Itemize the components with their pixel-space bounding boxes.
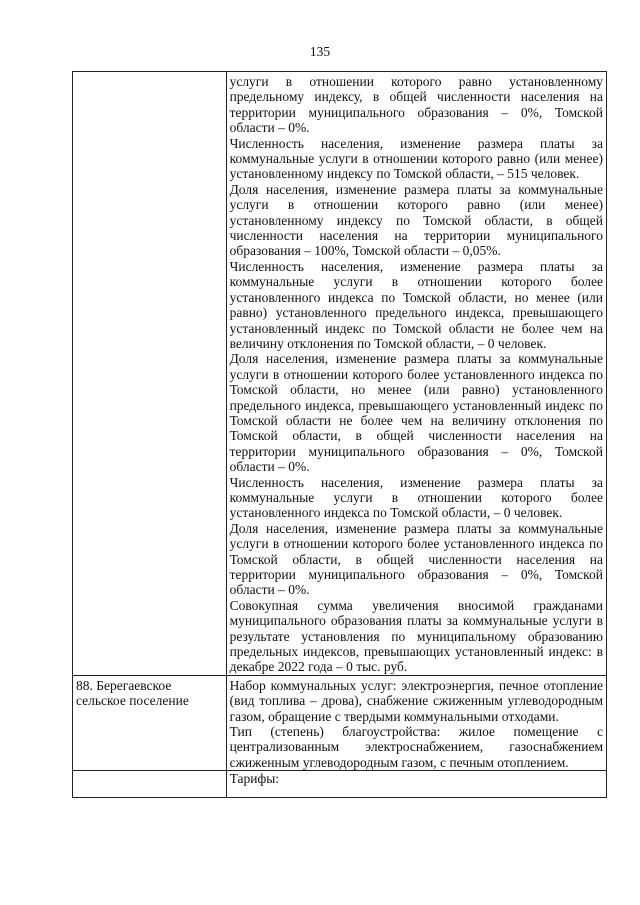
tariffs-label: Тарифы: (226, 771, 606, 798)
services-cell (226, 675, 606, 770)
services-paragraph: Набор коммунальных услуг: электроэнергия, печное отопление (вид топлива – дрова), снабжение сжиженным углеводородным газом, обращение с твердыми коммунальными отходами. (229, 677, 603, 724)
indicator-paragraph: Доля населения, изменение размера платы за коммунальные услуги в отношении которого более установленного индекса по Томской области, но менее (или равно) установленного предельного индекса, превышающего установленный индекс по Томской области не более чем на величину отклонения по Томской области, в общей численности населения на территории муниципального образования – 0%, Томской области – 0%. (229, 351, 603, 475)
municipal-indicators-table (72, 71, 607, 798)
indicator-paragraph: Численность населения, изменение размера платы за коммунальные услуги в отношении которого равно (или менее) установленному индексу по Томской области, – 515 человек. (229, 135, 603, 182)
settlement-name-cell (73, 72, 227, 676)
indicator-paragraph: услуги в отношении которого равно установленному предельному индексу, в общей численности населения на территории муниципального образования – 0%, Томской области – 0%. (229, 74, 603, 136)
page-number: 135 (309, 44, 331, 59)
indicator-paragraph: Совокупная сумма увеличения вносимой гражданами муниципального образования платы за коммунальные услуги в результате установления по муниципальному образованию предельных индексов, превышающих установленный индекс: в декабре 2022 года – 0 тыс. руб. (229, 597, 603, 675)
table-row-continued (73, 72, 607, 676)
indicators-cell (226, 72, 606, 676)
indicator-paragraph: Численность населения, изменение размера платы за коммунальные услуги в отношении которого более установленного индекса по Томской области, – 0 человек. (229, 474, 603, 521)
indicator-paragraph: Численность населения, изменение размера платы за коммунальные услуги в отношении которого более установленного индекса по Томской области, но менее (или равно) установленного предельного индекса, превышающего установленный индекс по Томской области не более чем на величину отклонения по Томской области, – 0 человек. (229, 258, 603, 351)
indicator-paragraph: Доля населения, изменение размера платы за коммунальные услуги в отношении которого более установленного индекса по Томской области, в общей численности населения на территории муниципального образования – 0%, Томской области – 0%. (229, 520, 603, 598)
amenities-paragraph: Тип (степень) благоустройства: жилое помещение с централизованным электроснабжением, газоснабжением сжиженным углеводородным газом, с печным отоплением. (229, 724, 603, 770)
table-row-tariffs (73, 771, 607, 798)
empty-cell (73, 771, 227, 798)
indicator-paragraph: Доля населения, изменение размера платы за коммунальные услуги в отношении которого равно (или менее) установленному индексу по Томской области, в общей численности населения на территории муниципального образования – 100%, Томской области – 0,05%. (229, 181, 603, 259)
settlement-name-cell: 88. Берегаевское сельское поселение (73, 675, 227, 770)
table-row-settlement (73, 675, 607, 770)
